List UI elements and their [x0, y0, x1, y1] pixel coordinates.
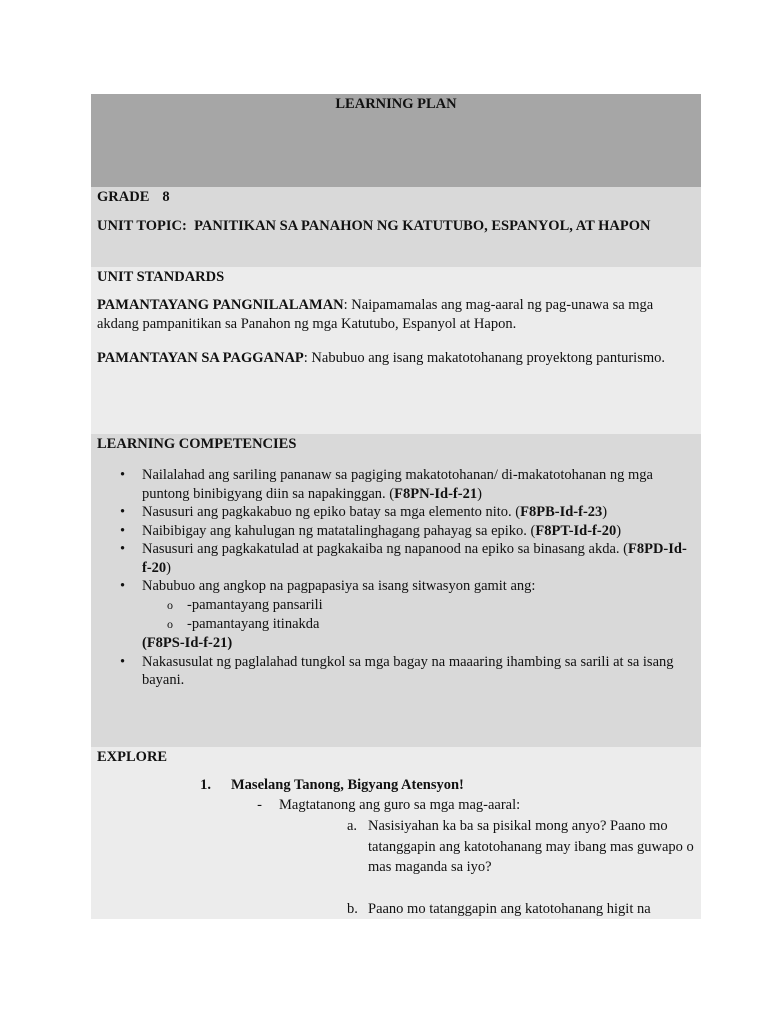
item-number: 1.	[200, 777, 211, 793]
list-item	[97, 653, 695, 690]
list-item	[97, 466, 695, 503]
competencies-heading	[97, 435, 695, 454]
unit-topic-label: UNIT TOPIC:	[97, 218, 187, 234]
competency-text: Nakasusulat ng paglalahad tungkol sa mga bagay na maaaring ihambing sa sarili at sa isang bayani.	[142, 653, 674, 688]
content-standard-text: : Naipamamalas ang mag-aaral ng pag-unawa sa mga akdang pampanitikan sa Panahon ng mga Katutubo, Espanyol at Hapon.	[97, 297, 654, 332]
unit-topic-line	[97, 217, 695, 236]
content-standard	[97, 296, 695, 334]
item-title: Maselang Tanong, Bigyang Atensyon!	[231, 777, 464, 793]
competencies-list	[97, 466, 695, 596]
performance-standard	[97, 349, 695, 368]
learning-competencies-section	[91, 434, 701, 747]
competency-text: Naibibigay ang kahulugan ng matatalinghagang pahayag sa epiko. (	[142, 522, 536, 539]
explore-heading-text: EXPLORE	[97, 749, 168, 765]
explore-item	[97, 776, 695, 795]
grade-line	[97, 188, 695, 207]
competency-close: )	[602, 504, 608, 520]
question-item	[97, 899, 698, 920]
question-text: Paano mo tatanggapin ang katotohanang higit na	[368, 900, 651, 917]
competency-code: F8PN-Id-f-21	[394, 485, 478, 502]
question-item	[97, 816, 698, 878]
circle-bullet-icon: o	[167, 597, 173, 612]
instruction-text: Magtatanong ang guro sa mga mag-aaral:	[279, 797, 521, 813]
document-title: LEARNING PLAN	[335, 96, 457, 112]
competencies-list-continued	[97, 653, 695, 690]
unit-standards-heading	[97, 268, 695, 287]
sub-code: (F8PS-Id-f-21)	[142, 634, 233, 651]
grade-value: 8	[162, 189, 170, 205]
bullet-icon: •	[120, 653, 126, 670]
competency-code: F8PD-Id-f-20	[142, 541, 687, 576]
title-section	[91, 94, 701, 187]
competency-text: Nailalahad ang sariling pananaw sa pagiging makatotohanan/ di-makatotohanan ng mga puntong binibigyang diin sa napakinggan. (	[142, 467, 653, 502]
bullet-icon: •	[120, 578, 126, 594]
bullet-icon: •	[120, 541, 126, 557]
dash-marker: -	[257, 797, 262, 813]
performance-standard-label: PAMANTAYAN SA PAGGANAP	[97, 350, 304, 366]
circle-bullet-icon: o	[167, 616, 173, 631]
performance-standard-text: : Nabubuo ang isang makatotohanang proyektong panturismo.	[303, 350, 665, 366]
explore-heading	[97, 748, 695, 767]
list-item	[97, 577, 695, 596]
sub-item-text: -pamantayang itinakda	[187, 615, 320, 632]
competency-text: Nasusuri ang pagkakatulad at pagkakaiba ng napanood na epiko sa binasang akda. (	[142, 541, 628, 557]
learning-plan-document	[91, 94, 701, 919]
list-item	[97, 615, 695, 634]
unit-standards-heading-text: UNIT STANDARDS	[97, 269, 225, 285]
list-item	[97, 596, 695, 615]
competency-close: )	[616, 522, 622, 539]
grade-section	[91, 187, 701, 267]
question-letter: a.	[347, 818, 358, 834]
competency-text: Nasusuri ang pagkakabuo ng epiko batay sa mga elemento nito. (	[142, 504, 521, 520]
bullet-icon: •	[120, 522, 126, 539]
competency-text: Nabubuo ang angkop na pagpapasiya sa isang sitwasyon gamit ang:	[142, 578, 536, 594]
bullet-icon: •	[120, 504, 126, 520]
unit-topic-value: PANITIKAN SA PANAHON NG KATUTUBO, ESPANYOL, AT HAPON	[194, 218, 651, 234]
grade-label: GRADE	[97, 189, 150, 205]
content-standard-label: PAMANTAYANG PANGNILALAMAN	[97, 297, 344, 313]
explore-section	[91, 747, 701, 919]
question-letter: b.	[347, 900, 358, 917]
competencies-heading-text: LEARNING COMPETENCIES	[97, 436, 297, 452]
bullet-icon: •	[120, 467, 126, 483]
list-item	[97, 503, 695, 522]
competency-close: )	[166, 559, 172, 576]
list-item	[97, 522, 695, 541]
unit-standards-section	[91, 267, 701, 434]
question-text: Nasisiyahan ka ba sa pisikal mong anyo? Paano mo tatanggapin ang katotohanang may ibang mas guwapo o mas maganda sa iyo?	[368, 818, 694, 875]
competency-code: F8PT-Id-f-20	[535, 522, 617, 539]
instruction-line	[97, 796, 695, 815]
competency-close: )	[477, 485, 482, 502]
list-item	[97, 540, 695, 577]
competency-sub-list	[97, 596, 695, 634]
sub-item-text: -pamantayang pansarili	[187, 596, 323, 613]
competency-code: F8PB-Id-f-23	[520, 504, 603, 520]
